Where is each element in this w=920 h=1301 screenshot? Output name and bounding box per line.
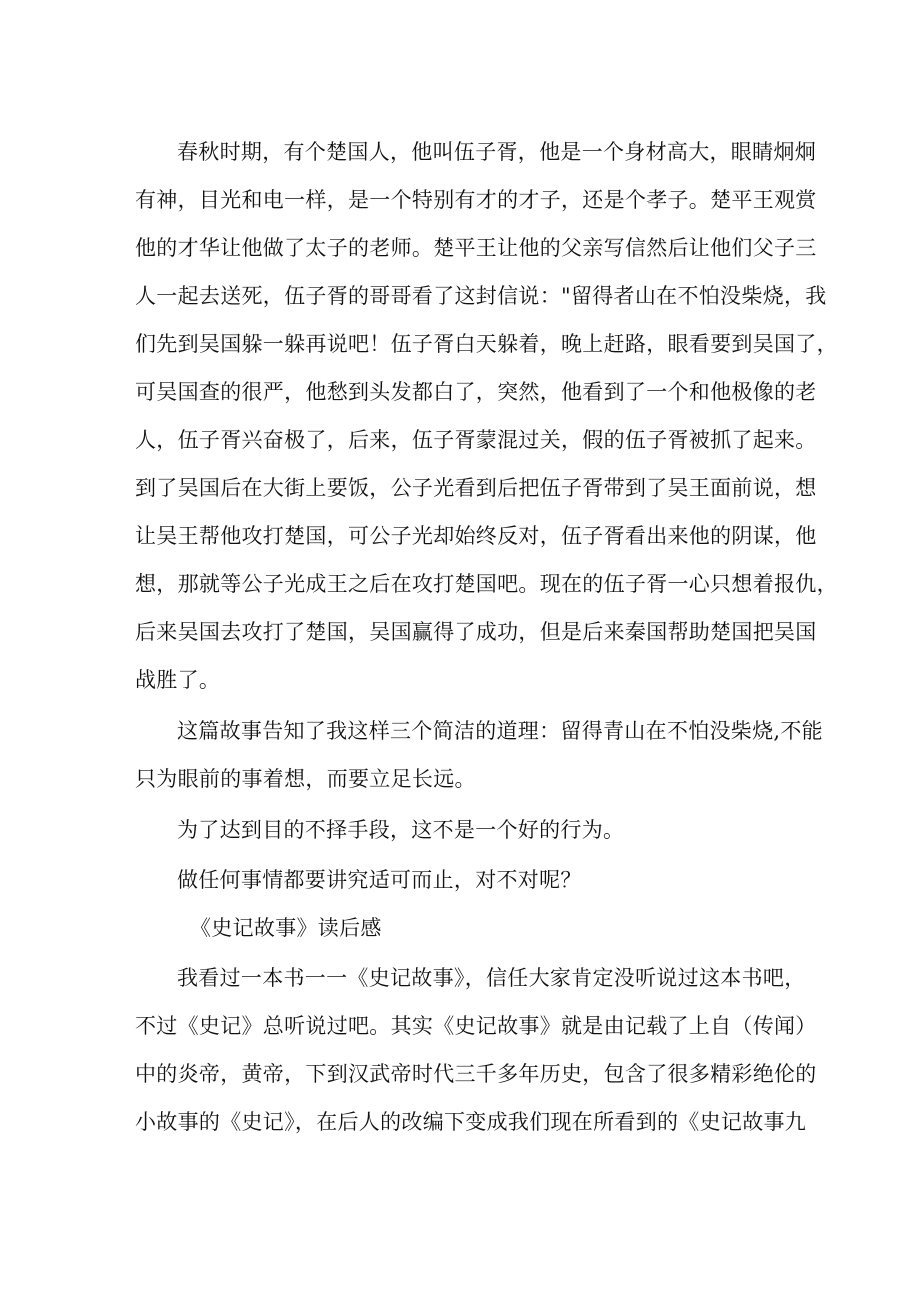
paragraph-1-line-11: 后来吴国去攻打了楚国，吴国赢得了成功，但是后来秦国帮助楚国把吴国 — [135, 620, 817, 644]
paragraph-1-line-6: 可吴国查的很严，他愁到头发都白了，突然，他看到了一个和他极像的老 — [135, 380, 817, 404]
paragraph-1-line-3: 他的才华让他做了太子的老师。楚平王让他的父亲写信然后让他们父子三 — [135, 236, 817, 260]
section-title: 《史记故事》读后感 — [190, 916, 382, 940]
paragraph-1-line-10: 想，那就等公子光成王之后在攻打楚国吧。现在的伍子胥一心只想着报仇， — [135, 572, 838, 596]
paragraph-5-line-4: 小故事的《史记》，在后人的改编下变成我们现在所看到的《史记故事九 — [135, 1110, 807, 1134]
paragraph-5-line-3: 中的炎帝，黄帝，下到汉武帝时代三千多年历史，包含了很多精彩绝伦的 — [135, 1062, 817, 1086]
paragraph-5-line-1: 我看过一本书一一《史记故事》，信任大家肯定没听说过这本书吧， — [177, 966, 806, 990]
paragraph-3: 为了达到目的不择手段，这不是一个好的行为。 — [177, 818, 625, 842]
paragraph-1-line-12: 战胜了。 — [135, 668, 221, 692]
paragraph-4: 做任何事情都要讲究适可而止，对不对呢？ — [177, 868, 582, 892]
paragraph-2-line-1: 这篇故事告知了我这样三个简洁的道理：留得青山在不怕没柴烧,不能 — [177, 719, 823, 743]
paragraph-2-line-2: 只为眼前的事着想，而要立足长远。 — [135, 767, 476, 791]
paragraph-5-line-2: 不过《史记》总听说过吧。其实《史记故事》就是由记载了上自（传闻） — [135, 1014, 817, 1038]
paragraph-1-line-7: 人，伍子胥兴奋极了，后来，伍子胥蒙混过关，假的伍子胥被抓了起来。 — [135, 428, 817, 452]
paragraph-1-line-2: 有神，目光和电一样，是一个特别有才的才子，还是个孝子。楚平王观赏 — [135, 188, 817, 212]
paragraph-1-line-8: 到了吴国后在大街上要饭，公子光看到后把伍子胥带到了吴王面前说，想 — [135, 476, 817, 500]
paragraph-1-line-5: 们先到吴国躲一躲再说吧！伍子胥白天躲着，晚上赶路，眼看要到吴国了， — [135, 332, 838, 356]
paragraph-1-line-4: 人一起去送死，伍子胥的哥哥看了这封信说："留得者山在不怕没柴烧，我 — [135, 284, 827, 308]
paragraph-1-line-9: 让吴王帮他攻打楚国，可公子光却始终反对，伍子胥看出来他的阴谋，他 — [135, 524, 817, 548]
paragraph-1-line-1: 春秋时期，有个楚国人，他叫伍子胥，他是一个身材高大，眼睛炯炯 — [177, 140, 816, 164]
